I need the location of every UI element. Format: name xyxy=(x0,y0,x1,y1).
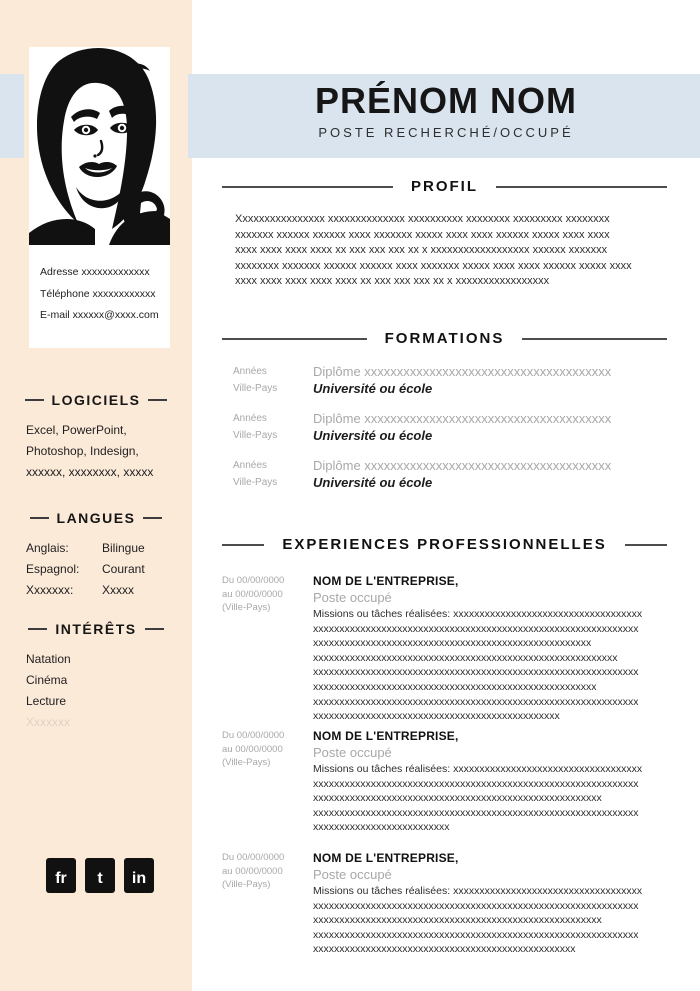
profil-paragraph xyxy=(235,212,665,290)
heading-dash xyxy=(25,399,44,401)
experience-entry xyxy=(222,574,683,724)
mission-line: xxxxxxxxxxxxxxxxxxxxxxxxxxxxxxxxxxxxxxxxxxxxxxxxxxxxxx xyxy=(313,680,597,693)
profil-title: PROFIL xyxy=(411,178,478,195)
formations-title: FORMATIONS xyxy=(384,330,505,347)
contact-block xyxy=(40,262,164,327)
language-row xyxy=(26,538,192,559)
linkedin-icon[interactable]: in xyxy=(124,858,154,893)
date-to: au 00/00/0000 xyxy=(222,588,283,600)
mission-line: xxxxxxxxxxxxxxxxxxxxxxxxxxxxxxxxxxxxxxxxxxxxxxx xyxy=(313,710,560,723)
mission-line: xxxxxxxxxxxxxxxxxxxxxxxxxxxxxxxxxxxxxxxxxxxxxxxxxxxxxxxxxxxxxx xyxy=(313,622,639,635)
list-item: Lecture xyxy=(26,694,67,708)
formation-period: Années xyxy=(233,413,267,424)
job-title: POSTE RECHERCHÉ/OCCUPÉ xyxy=(318,125,574,140)
language-row xyxy=(26,580,192,601)
formation-school: Université ou école xyxy=(313,475,433,490)
mission-line: xxxxxxxxxxxxxxxxxxxxxxxxxxxxxxxxxxxxxxxxxxxxxxxxxxxxxxxxxxxxxx xyxy=(313,899,639,912)
language-level: Bilingue xyxy=(102,541,145,555)
mission-line: xxxxxxxxxxxxxxxxxxxxxxxxxxxxxxxxxxxxxxxxxxxxxxxxxxxxxxxxxxxxxx xyxy=(313,666,639,679)
interets-title: INTÉRÊTS xyxy=(55,621,137,637)
experiences-heading xyxy=(222,536,667,553)
date-from: Du 00/00/0000 xyxy=(222,730,285,741)
contact-phone: Téléphone xxxxxxxxxxxx xyxy=(40,287,156,300)
heading-dash xyxy=(28,628,47,630)
formation-diploma: Diplôme xxxxxxxxxxxxxxxxxxxxxxxxxxxxxxxxxxxxxx xyxy=(313,458,612,473)
profil-line: xxxx xxxx xxxx xxxx xx xxx xxx xxx xx x xxxxxxxxxxxxxxxxxx xxxxxx xxxxxxx xyxy=(235,244,608,257)
language-label: Anglais: xyxy=(26,541,69,555)
list-item: Natation xyxy=(26,652,71,666)
date-to: au 00/00/0000 xyxy=(222,865,283,877)
experience-location: (Ville-Pays) xyxy=(222,602,271,613)
language-row xyxy=(26,559,192,580)
experience-location: (Ville-Pays) xyxy=(222,879,271,890)
experience-dates xyxy=(222,574,313,724)
mission-line: xxxxxxxxxxxxxxxxxxxxxxxxxxxxxxxxxxxxxxxxxxxxxxxxxxxxxxxxxxxxxx xyxy=(313,777,639,790)
portrait-illustration xyxy=(29,47,170,245)
heading-rule xyxy=(222,338,367,340)
section-logiciels xyxy=(0,392,192,483)
heading-rule xyxy=(522,338,667,340)
social-links xyxy=(46,858,154,893)
experiences-title: EXPERIENCES PROFESSIONNELLES xyxy=(282,536,607,553)
experience-entry xyxy=(222,851,683,957)
full-name: PRÉNOM NOM xyxy=(315,80,577,121)
mission-line: xxxxxxxxxxxxxxxxxxxxxxxxxxxxxxxxxxxxxxxxxxxxxxxxxxxxxxx xyxy=(313,792,602,805)
company-name: NOM DE L'ENTREPRISE, xyxy=(313,729,459,743)
list-item: Photoshop, Indesign, xyxy=(26,444,139,458)
heading-rule xyxy=(222,186,393,188)
formation-entry xyxy=(233,457,663,491)
mission-line: xxxxxxxxxxxxxxxxxxxxxxxxxxxxxxxxxxxxxxxxxxxxxxxxxxxxxxxxxxxxxx xyxy=(313,695,639,708)
profil-line: xxxxxxxx xxxxxxx xxxxxx xxxxxx xxxx xxxxxxx xxxxx xxxx xxxx xxxxxx xxxxx xxxx xyxy=(235,259,632,272)
date-from: Du 00/00/0000 xyxy=(222,852,285,863)
contact-email: E-mail xxxxxx@xxxx.com xyxy=(40,309,159,321)
language-label: Xxxxxxx: xyxy=(26,583,74,597)
profil-line: Xxxxxxxxxxxxxxxx xxxxxxxxxxxxxx xxxxxxxxxx xxxxxxxx xxxxxxxxx xxxxxxxx xyxy=(235,213,610,225)
header-text xyxy=(192,80,700,140)
mission-line: Missions ou tâches réalisées: xxxxxxxxxxxxxxxxxxxxxxxxxxxxxxxxxxxx xyxy=(313,885,643,897)
formation-school: Université ou école xyxy=(313,428,433,443)
formation-period: Années xyxy=(233,366,267,377)
experience-entry xyxy=(222,729,683,835)
formation-period: Années xyxy=(233,460,267,471)
heading-dash xyxy=(148,399,167,401)
heading-dash xyxy=(145,628,164,630)
contact-address: Adresse xxxxxxxxxxxxx xyxy=(40,266,150,278)
formation-location: Ville-Pays xyxy=(233,430,278,441)
mission-line: xxxxxxxxxxxxxxxxxxxxxxxxxxxxxxxxxxxxxxxxxxxxxxxxxxxxxxx xyxy=(313,914,602,927)
tumblr-icon[interactable]: t xyxy=(85,858,115,893)
langues-title: LANGUES xyxy=(56,510,136,526)
profil-heading xyxy=(222,178,667,195)
formation-diploma: Diplôme xxxxxxxxxxxxxxxxxxxxxxxxxxxxxxxxxxxxxx xyxy=(313,364,612,379)
mission-line: xxxxxxxxxxxxxxxxxxxxxxxxxx xyxy=(313,821,450,834)
mission-line: xxxxxxxxxxxxxxxxxxxxxxxxxxxxxxxxxxxxxxxxxxxxxxxxxx xyxy=(313,943,576,956)
formation-entry xyxy=(233,363,663,397)
company-name: NOM DE L'ENTREPRISE, xyxy=(313,851,459,865)
date-from: Du 00/00/0000 xyxy=(222,575,285,586)
flickr-icon[interactable]: fr xyxy=(46,858,76,893)
formation-school: Université ou école xyxy=(313,381,433,396)
langues-heading xyxy=(0,510,192,526)
list-item: Cinéma xyxy=(26,673,68,687)
position-held: Poste occupé xyxy=(313,745,392,760)
interets-heading xyxy=(0,621,192,637)
experience-location: (Ville-Pays) xyxy=(222,757,271,768)
mission-line: xxxxxxxxxxxxxxxxxxxxxxxxxxxxxxxxxxxxxxxxxxxxxxxxxxxxxxxxxx xyxy=(313,651,618,664)
formation-location: Ville-Pays xyxy=(233,383,278,394)
formation-location: Ville-Pays xyxy=(233,477,278,488)
language-label: Espagnol: xyxy=(26,562,80,576)
mission-line: Missions ou tâches réalisées: xxxxxxxxxxxxxxxxxxxxxxxxxxxxxxxxxxxx xyxy=(313,608,643,620)
formations-heading xyxy=(222,330,667,347)
formation-entry xyxy=(233,410,663,444)
heading-rule xyxy=(625,544,667,546)
date-to: au 00/00/0000 xyxy=(222,743,283,755)
logiciels-heading xyxy=(0,392,192,408)
heading-rule xyxy=(222,544,264,546)
company-name: NOM DE L'ENTREPRISE, xyxy=(313,574,459,588)
experience-dates xyxy=(222,729,313,835)
logiciels-title: LOGICIELS xyxy=(51,392,141,408)
mission-line: xxxxxxxxxxxxxxxxxxxxxxxxxxxxxxxxxxxxxxxxxxxxxxxxxxxxx xyxy=(313,637,592,650)
heading-dash xyxy=(143,517,162,519)
photo-panel xyxy=(29,47,170,348)
formation-diploma: Diplôme xxxxxxxxxxxxxxxxxxxxxxxxxxxxxxxxxxxxxx xyxy=(313,411,612,426)
list-item: xxxxxx, xxxxxxxx, xxxxx xyxy=(26,465,154,479)
heading-dash xyxy=(30,517,49,519)
profil-line: xxxxxxx xxxxxx xxxxxx xxxx xxxxxxx xxxxx xxxx xxxx xxxxxx xxxxx xxxx xxxx xyxy=(235,228,610,241)
list-item-faded: Xxxxxxx xyxy=(26,715,71,729)
position-held: Poste occupé xyxy=(313,867,392,882)
mission-line: Missions ou tâches réalisées: xxxxxxxxxxxxxxxxxxxxxxxxxxxxxxxxxxxx xyxy=(313,763,643,775)
mission-line: xxxxxxxxxxxxxxxxxxxxxxxxxxxxxxxxxxxxxxxxxxxxxxxxxxxxxxxxxxxxxx xyxy=(313,806,639,819)
profil-line: xxxx xxxx xxxx xxxx xxxx xx xxx xxx xxx xx x xxxxxxxxxxxxxxxxx xyxy=(235,275,550,288)
section-langues xyxy=(0,510,192,601)
language-level: Xxxxx xyxy=(102,583,135,597)
heading-rule xyxy=(496,186,667,188)
mission-line: xxxxxxxxxxxxxxxxxxxxxxxxxxxxxxxxxxxxxxxxxxxxxxxxxxxxxxxxxxxxxx xyxy=(313,928,639,941)
section-interets xyxy=(0,621,192,733)
position-held: Poste occupé xyxy=(313,590,392,605)
list-item: Excel, PowerPoint, xyxy=(26,423,127,437)
language-level: Courant xyxy=(102,562,145,576)
experience-dates xyxy=(222,851,313,957)
